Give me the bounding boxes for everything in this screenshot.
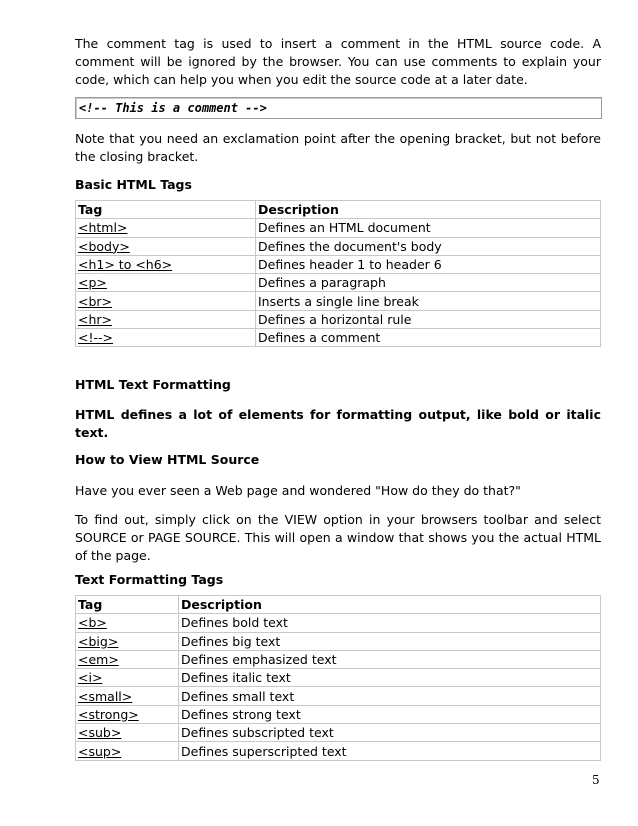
description-cell: Defines the document's body	[256, 237, 601, 255]
note-paragraph: Note that you need an exclamation point after the opening bracket, but not before the closing bracket.	[75, 131, 601, 164]
table-row	[76, 274, 601, 292]
description-cell: Defines italic text	[179, 669, 601, 687]
description-cell: Defines a horizontal rule	[256, 310, 601, 328]
tag-cell	[76, 329, 256, 347]
tag-link[interactable]: <sub>	[78, 725, 122, 741]
table-header-row	[76, 201, 601, 219]
description-cell: Defines emphasized text	[179, 650, 601, 668]
basic-tags-heading: Basic HTML Tags	[75, 177, 192, 192]
table-row	[76, 687, 601, 705]
column-header-description: Description	[256, 201, 601, 219]
formatting-tags-table	[75, 595, 601, 761]
tag-link[interactable]: <b>	[78, 615, 107, 631]
tag-cell	[76, 310, 256, 328]
tag-cell	[76, 669, 179, 687]
tag-cell	[76, 219, 256, 237]
view-source-paragraph-1: Have you ever seen a Web page and wondered "How do they do that?"	[75, 483, 521, 498]
tag-cell	[76, 237, 256, 255]
description-cell: Defines a paragraph	[256, 274, 601, 292]
text-formatting-heading: HTML Text Formatting	[75, 377, 231, 392]
tag-cell	[76, 632, 179, 650]
description-cell: Defines superscripted text	[179, 742, 601, 760]
view-source-paragraph-2: To find out, simply click on the VIEW option in your browsers toolbar and select SOURCE or PAGE SOURCE. This will open a window that shows you the actual HTML of the page.	[75, 512, 601, 563]
tag-cell	[76, 705, 179, 723]
table-row	[76, 669, 601, 687]
table-row	[76, 237, 601, 255]
tag-cell	[76, 274, 256, 292]
tag-link[interactable]: <big>	[78, 633, 119, 649]
column-header-description: Description	[179, 596, 601, 614]
tag-link[interactable]: <body>	[78, 238, 130, 254]
tag-cell	[76, 292, 256, 310]
table-row	[76, 705, 601, 723]
tag-link[interactable]: <p>	[78, 275, 107, 291]
description-cell: Defines a comment	[256, 329, 601, 347]
tag-link[interactable]: <html>	[78, 220, 128, 236]
formatting-tags-heading: Text Formatting Tags	[75, 572, 224, 587]
description-cell: Defines strong text	[179, 705, 601, 723]
description-cell: Defines bold text	[179, 614, 601, 632]
intro-paragraph: The comment tag is used to insert a comment in the HTML source code. A comment will be ignored by the browser. You can use comments to explain your code, which can help you when you edit the source code at a later date.	[75, 36, 601, 87]
column-header-tag: Tag	[76, 201, 256, 219]
table-row	[76, 219, 601, 237]
table-row	[76, 632, 601, 650]
tag-link[interactable]: <small>	[78, 688, 133, 704]
table-row	[76, 742, 601, 760]
table-header-row	[76, 596, 601, 614]
tag-link[interactable]: <strong>	[78, 706, 139, 722]
table-row	[76, 650, 601, 668]
text-formatting-paragraph: HTML defines a lot of elements for formatting output, like bold or italic text.	[75, 407, 601, 440]
table-row	[76, 724, 601, 742]
table-row	[76, 329, 601, 347]
tag-cell	[76, 724, 179, 742]
tag-link[interactable]: <sup>	[78, 743, 122, 759]
tag-cell	[76, 255, 256, 273]
tag-link[interactable]: <em>	[78, 652, 119, 668]
tag-cell	[76, 687, 179, 705]
tag-link[interactable]: <hr>	[78, 311, 113, 327]
table-row	[76, 614, 601, 632]
table-row	[76, 310, 601, 328]
description-cell: Defines small text	[179, 687, 601, 705]
basic-tags-table	[75, 200, 601, 347]
tag-link[interactable]: <!-->	[78, 330, 113, 346]
tag-cell	[76, 742, 179, 760]
description-cell: Defines header 1 to header 6	[256, 255, 601, 273]
tag-cell	[76, 614, 179, 632]
table-row	[76, 292, 601, 310]
description-cell: Defines an HTML document	[256, 219, 601, 237]
description-cell: Defines big text	[179, 632, 601, 650]
table-row	[76, 255, 601, 273]
code-example-box: <!-- This is a comment -->	[75, 97, 602, 119]
tag-link[interactable]: <h1> to <h6>	[78, 257, 173, 273]
description-cell: Defines subscripted text	[179, 724, 601, 742]
view-source-heading: How to View HTML Source	[75, 452, 260, 467]
description-cell: Inserts a single line break	[256, 292, 601, 310]
tag-cell	[76, 650, 179, 668]
column-header-tag: Tag	[76, 596, 179, 614]
tag-link[interactable]: <i>	[78, 670, 103, 686]
page-number: 5	[592, 773, 600, 787]
tag-link[interactable]: <br>	[78, 293, 113, 309]
